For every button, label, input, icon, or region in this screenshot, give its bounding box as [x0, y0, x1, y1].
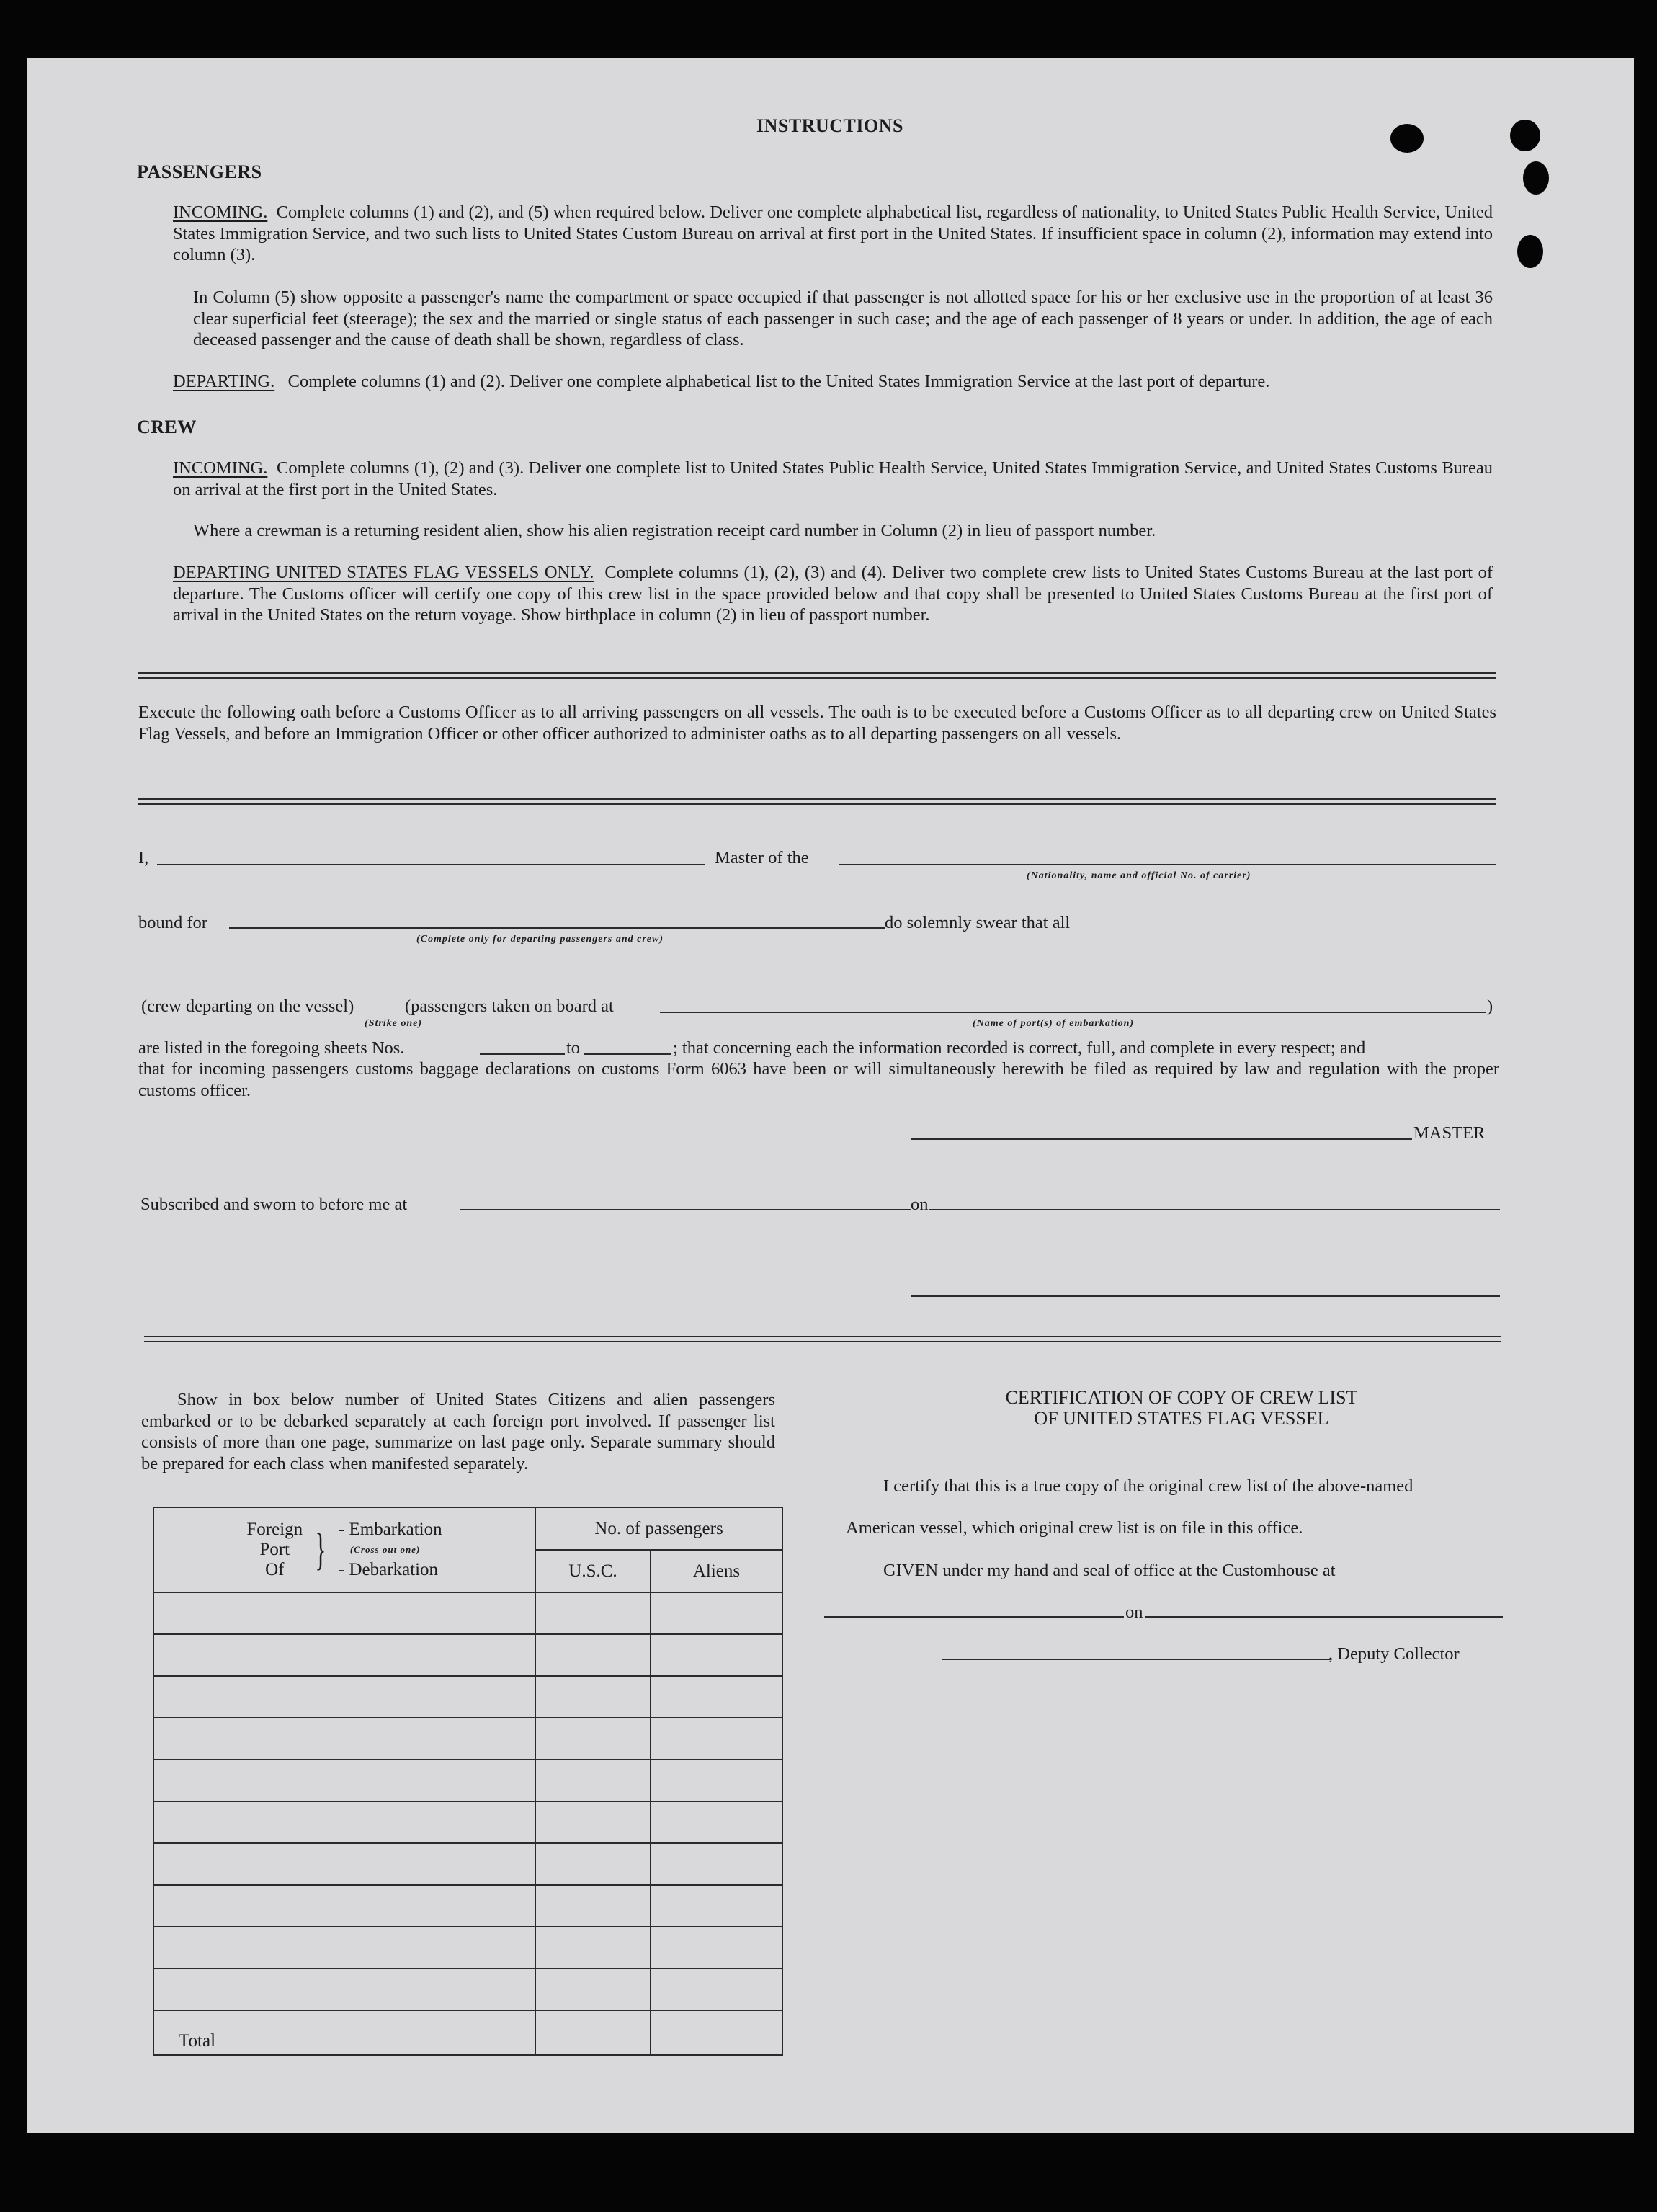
usc-cell[interactable] [535, 1760, 651, 1801]
crew-departing-option: (crew departing on the vessel) [141, 996, 354, 1016]
bound-for-field[interactable] [229, 927, 885, 929]
table-total-row [153, 2010, 782, 2055]
close-paren: ) [1487, 996, 1493, 1016]
punch-hole [1523, 161, 1549, 195]
subscribed-label: Subscribed and sworn to before me at [140, 1195, 408, 1214]
passengers-taken-option: (passengers taken on board at [405, 996, 614, 1016]
usc-cell[interactable] [535, 1843, 651, 1885]
aliens-cell[interactable] [651, 1801, 782, 1843]
table-row [153, 1801, 782, 1843]
listed-rest: ; that concerning each the information recorded is correct, full, and complete in every respect; and [673, 1038, 1366, 1058]
oath-intro: Execute the following oath before a Customs Officer as to all arriving passengers on all vessels. The oath is to be executed before a Customs Officer as to all departing crew on United States Flag Vessels, and before an Immigration Officer or other officer authorized to administer oaths as to all departing passengers on all vessels. [138, 703, 1496, 744]
aliens-cell[interactable] [651, 1968, 782, 2010]
sheet-from-field[interactable] [480, 1053, 565, 1055]
table-row [153, 1968, 782, 2010]
customhouse-field[interactable] [824, 1616, 1503, 1618]
usc-header: U.S.C. [535, 1550, 651, 1592]
col-of: Of [265, 1560, 285, 1579]
brace-icon: } [315, 1525, 326, 1574]
usc-cell[interactable] [535, 1885, 651, 1927]
col-foreign: Foreign [246, 1520, 303, 1539]
punch-hole [1517, 235, 1543, 268]
embarkation-port-field[interactable] [660, 1012, 1486, 1013]
crew-departing-text: Complete columns (1), (2), (3) and (4). Deliver two complete crew lists to United States Customs Bureau at the last port of departure. The Customs officer will certify one copy of this crew list in the space provided below and that copy shall be presented to United States Customs Bureau at the first port of arrival in the United States on the return voyage. Show birthplace in column (2) in lieu of passport number. [173, 563, 1493, 625]
strike-one-caption: (Strike one) [365, 1018, 423, 1029]
divider [144, 1336, 1501, 1342]
certification-title-1: CERTIFICATION OF COPY OF CREW LIST [1005, 1387, 1358, 1408]
usc-total-cell[interactable] [535, 2010, 651, 2055]
passengers-heading: PASSENGERS [137, 161, 262, 182]
table-row [153, 1843, 782, 1885]
aliens-cell[interactable] [651, 1760, 782, 1801]
master-of-label: Master of the [715, 848, 809, 868]
col-debarkation: - Debarkation [338, 1560, 439, 1579]
master-signature-field[interactable] [911, 1138, 1412, 1140]
passengers-column5-text: In Column (5) show opposite a passenger's name the compartment or space occupied if that passenger is not allotted space for his or her exclusive use in the proportion of at least 36 clear superficial feet (steerage); the sex and the married or single status of each passenger in such case; and the age of each passenger of 8 years or under. In addition, the age of each deceased passenger and the cause of death shall be shown, regardless of class. [193, 287, 1493, 349]
oath-i-label: I, [138, 848, 149, 868]
crew-resident-text: Where a crewman is a returning resident alien, show his alien registration receipt card number in Column (2) in lieu of passport number. [193, 521, 1156, 540]
to-word: to [566, 1038, 581, 1058]
port-cell[interactable] [153, 1927, 535, 1968]
deputy-collector-label: , Deputy Collector [1328, 1644, 1460, 1664]
table-header-row [153, 1507, 782, 1550]
col-port: Port [259, 1540, 290, 1559]
master-name-field[interactable] [157, 864, 705, 865]
aliens-header: Aliens [651, 1550, 782, 1592]
crew-heading: CREW [137, 416, 197, 437]
crew-departing [173, 562, 1493, 626]
passengers-departing [173, 371, 1269, 393]
page-title: INSTRUCTIONS [756, 115, 903, 136]
certification-line-2: American vessel, which original crew list is on file in this office. [846, 1518, 1303, 1538]
aliens-cell[interactable] [651, 1676, 782, 1718]
officer-signature-field[interactable] [911, 1295, 1500, 1297]
usc-cell[interactable] [535, 1634, 651, 1676]
divider [138, 672, 1496, 679]
certification-line-1: I certify that this is a true copy of the original crew list of the above-named [883, 1476, 1413, 1496]
table-row [153, 1718, 782, 1760]
col-embarkation: - Embarkation [338, 1520, 442, 1539]
punch-hole [1510, 120, 1540, 151]
passengers-departing-text: Complete columns (1) and (2). Deliver one complete alphabetical list to the United States Immigration Service at the last port of departure. [287, 372, 1270, 391]
aliens-cell[interactable] [651, 1634, 782, 1676]
on-word: on [911, 1195, 929, 1214]
port-cell[interactable] [153, 1885, 535, 1927]
usc-cell[interactable] [535, 1927, 651, 1968]
usc-cell[interactable] [535, 1676, 651, 1718]
master-label: MASTER [1413, 1123, 1486, 1143]
usc-cell[interactable] [535, 1801, 651, 1843]
table-row [153, 1676, 782, 1718]
bound-for-label: bound for [138, 913, 207, 932]
passengers-incoming-label: INCOMING. [173, 202, 268, 222]
sheet-to-field[interactable] [584, 1053, 671, 1055]
certification-title-2: OF UNITED STATES FLAG VESSEL [1034, 1408, 1329, 1429]
aliens-cell[interactable] [651, 1592, 782, 1634]
aliens-cell[interactable] [651, 1927, 782, 1968]
aliens-cell[interactable] [651, 1885, 782, 1927]
passenger-summary-table [153, 1507, 783, 2056]
table-row [153, 1885, 782, 1927]
port-cell[interactable] [153, 1968, 535, 2010]
port-cell[interactable] [153, 1843, 535, 1885]
port-cell[interactable] [153, 1634, 535, 1676]
certification-line-3: GIVEN under my hand and seal of office at the Customhouse at [883, 1561, 1336, 1580]
table-row [153, 1634, 782, 1676]
complete-only-caption: (Complete only for departing passengers and crew) [416, 934, 664, 945]
total-label: Total [153, 2010, 535, 2055]
usc-cell[interactable] [535, 1968, 651, 2010]
usc-cell[interactable] [535, 1592, 651, 1634]
table-row [153, 1927, 782, 1968]
crew-incoming-label: INCOMING. [173, 458, 268, 478]
aliens-total-cell[interactable] [651, 2010, 782, 2055]
subscribed-place-field[interactable] [460, 1209, 911, 1210]
nationality-caption: (Nationality, name and official No. of carrier) [1027, 870, 1251, 881]
aliens-cell[interactable] [651, 1843, 782, 1885]
port-cell[interactable] [153, 1592, 535, 1634]
usc-cell[interactable] [535, 1718, 651, 1760]
aliens-cell[interactable] [651, 1718, 782, 1760]
port-cell[interactable] [153, 1801, 535, 1843]
passengers-incoming-text: Complete columns (1) and (2), and (5) when required below. Deliver one complete alphabetical list, regardless of nationality, to United States Public Health Service, United States Immigration Service, and two such lists to United States Custom Bureau on arrival at first port in the United States. If insufficient space in column (2), information may extend into column (3). [173, 202, 1493, 264]
crew-incoming [173, 458, 1493, 500]
crew-departing-label: DEPARTING UNITED STATES FLAG VESSELS ONLY. [173, 563, 594, 582]
punch-hole [1390, 124, 1424, 153]
summary-instructions: Show in box below number of United States Citizens and alien passengers embarked or to be debarked separately at each foreign port involved. If passenger list consists of more than one page, summarize on last page only. Separate summary should be prepared for each class when manifested separately. [141, 1390, 775, 1473]
foreign-port-header [153, 1507, 535, 1592]
port-cell[interactable] [153, 1676, 535, 1718]
divider [138, 798, 1496, 805]
listed-line2: that for incoming passengers customs baggage declarations on customs Form 6063 have been or will simultaneously herewith be filed as required by law and regulation with the proper customs officer. [138, 1059, 1499, 1100]
table-row [153, 1760, 782, 1801]
certification-on-word: on [1125, 1602, 1143, 1622]
subscribed-date-field[interactable] [929, 1209, 1500, 1210]
crew-incoming-text: Complete columns (1), (2) and (3). Deliver one complete list to United States Public Health Service, United States Immigration Service, and United States Customs Bureau on arrival at the first port in the United States. [173, 458, 1493, 499]
port-cell[interactable] [153, 1760, 535, 1801]
passengers-departing-label: DEPARTING. [173, 372, 275, 391]
no-passengers-header: No. of passengers [535, 1507, 782, 1550]
col-cross-out: (Cross out one) [349, 1544, 421, 1555]
swear-text: do solemnly swear that all [885, 913, 1071, 932]
port-cell[interactable] [153, 1718, 535, 1760]
deputy-signature-field[interactable] [942, 1659, 1331, 1660]
carrier-field[interactable] [839, 864, 1496, 865]
table-row [153, 1592, 782, 1634]
listed-prefix: are listed in the foregoing sheets Nos. [138, 1038, 405, 1058]
port-caption: (Name of port(s) of embarkation) [973, 1018, 1135, 1029]
passengers-incoming [173, 202, 1493, 266]
